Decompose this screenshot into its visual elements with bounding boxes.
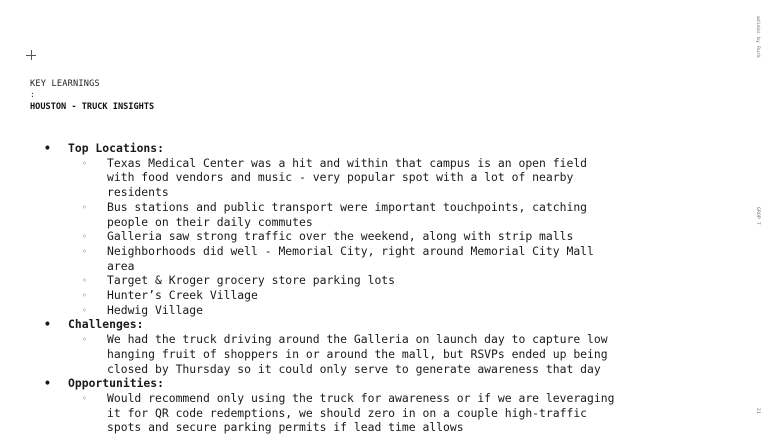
- list-item: [82, 155, 620, 200]
- list-item-text: Galleria saw strong traffic over the weekend, along with strip malls: [107, 229, 574, 244]
- list-item: [82, 273, 620, 288]
- bullet-icon: •: [44, 141, 51, 155]
- kicker-label: KEY LEARNINGS: [30, 79, 100, 89]
- section-list: [40, 141, 620, 435]
- page-title: HOUSTON - TRUCK INSIGHTS: [30, 102, 155, 112]
- section-heading: Challenges:: [68, 317, 144, 332]
- list-item-text: Would recommend only using the truck for awareness or if we are leveraging it for QR code redemptions, we should zero in on a couple high-traffic spots and secure parking permits if lead time allows: [107, 390, 615, 435]
- section-challenges: [40, 317, 620, 376]
- sub-bullet-icon: ◦: [82, 393, 87, 403]
- sub-list: [68, 391, 620, 435]
- list-item-text: We had the truck driving around the Galleria on launch day to capture low hanging fruit of shoppers in or around the mall, but RSVPs ended up being closed by Thursday so it could only serve to generate awareness that day: [107, 332, 608, 376]
- list-item: [82, 199, 620, 229]
- sub-bullet-icon: ◦: [82, 276, 87, 286]
- list-item: [82, 332, 620, 376]
- list-item: [82, 390, 620, 435]
- list-item: [82, 288, 620, 303]
- section-top-locations: [40, 141, 620, 317]
- section-heading: Opportunities:: [68, 376, 165, 391]
- content-body: [40, 141, 620, 435]
- list-item-text: Texas Medical Center was a hit and within that campus is an open field with food vendors and music - very popular spot with a lot of nearby residents: [107, 155, 588, 200]
- list-item-text: Hedwig Village: [107, 302, 204, 317]
- list-item-text: Bus stations and public transport were important touchpoints, catching people on their daily commutes: [107, 199, 588, 229]
- section-heading: Top Locations:: [68, 141, 165, 155]
- sub-bullet-icon: ◦: [82, 291, 87, 301]
- list-item-text: Neighborhoods did well - Memorial City, right around Memorial City Mall area: [107, 243, 594, 273]
- bullet-icon: •: [44, 376, 51, 391]
- list-item-text: Hunter’s Creek Village: [107, 288, 258, 303]
- list-item: [82, 229, 620, 244]
- page-number: 21: [755, 408, 760, 415]
- sub-bullet-icon: ◦: [82, 202, 87, 212]
- sub-bullet-icon: ◦: [82, 158, 87, 168]
- side-brand-text: adidas by Rurk: [755, 16, 760, 59]
- list-item-text: Target & Kroger grocery store parking lots: [107, 273, 396, 288]
- kicker-separator: :: [30, 90, 35, 99]
- sub-bullet-icon: ◦: [82, 335, 87, 345]
- sub-bullet-icon: ◦: [82, 305, 87, 315]
- side-section-text: GROP 7: [755, 207, 760, 226]
- sub-list: [68, 332, 620, 376]
- bullet-icon: •: [44, 317, 51, 332]
- sub-bullet-icon: ◦: [82, 246, 87, 256]
- sub-bullet-icon: ◦: [82, 232, 87, 242]
- list-item: [82, 243, 620, 273]
- sub-list: [68, 156, 620, 318]
- plus-icon: [26, 50, 36, 60]
- list-item: [82, 302, 620, 318]
- section-opportunities: [40, 376, 620, 435]
